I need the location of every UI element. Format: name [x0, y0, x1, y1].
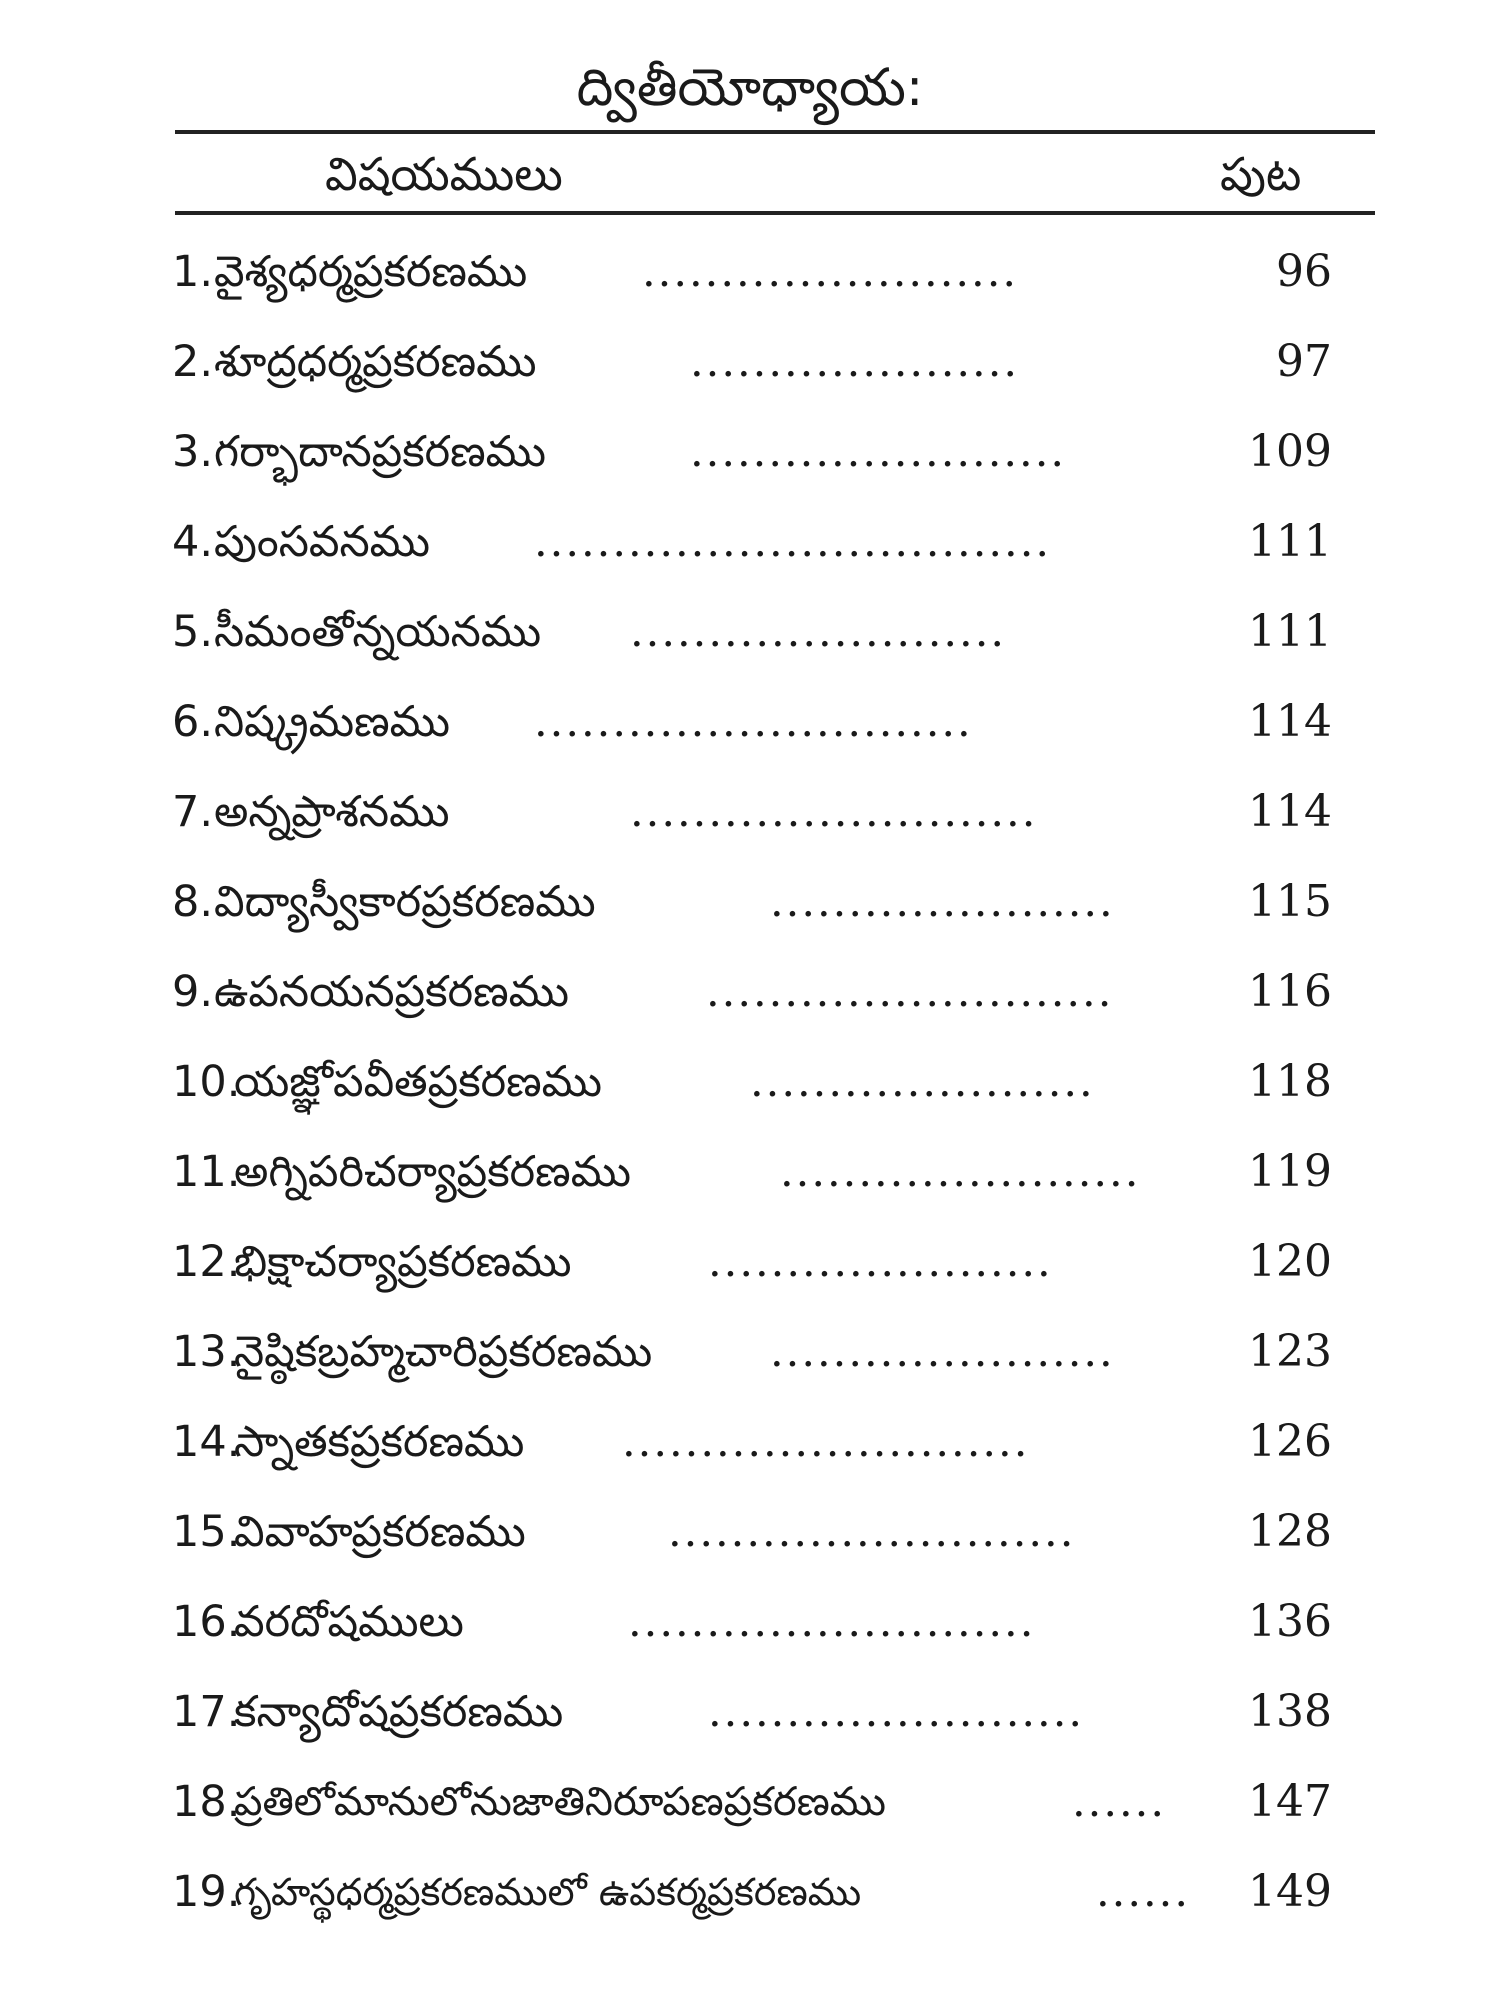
toc-row — [172, 1852, 1332, 1932]
entry-page-number: 138 — [1248, 1686, 1332, 1737]
entry-number: 16. — [172, 1597, 241, 1647]
entry-title: ఉపనయనప్రకరణము — [214, 967, 569, 1017]
leader-dots: .......................... — [630, 787, 1038, 837]
toc-row — [172, 1402, 1332, 1482]
entry-number: 15. — [172, 1507, 241, 1557]
column-header-page: పుట — [1220, 147, 1302, 201]
entry-title: శూద్రధర్మప్రకరణము — [214, 337, 537, 387]
leader-dots: ....................... — [780, 1147, 1141, 1197]
toc-row — [172, 862, 1332, 942]
leader-dots: ...... — [1096, 1867, 1191, 1917]
leader-dots: ........................ — [690, 427, 1067, 477]
toc-row — [172, 322, 1332, 402]
entry-title: నిష్క్రమణము — [214, 697, 450, 747]
leader-dots: .......................... — [706, 967, 1114, 1017]
entry-page-number: 114 — [1248, 696, 1332, 747]
column-header-topics: విషయములు — [325, 147, 563, 201]
entry-page-number: 111 — [1248, 516, 1332, 567]
entry-number: 5. — [172, 607, 214, 657]
entry-number: 19. — [172, 1867, 241, 1917]
entry-page-number: 116 — [1248, 966, 1332, 1017]
leader-dots: ...... — [1072, 1777, 1167, 1827]
leader-dots: ..................... — [690, 337, 1020, 387]
entry-page-number: 123 — [1248, 1326, 1332, 1377]
entry-title: విద్యాస్వీకారప్రకరణము — [214, 877, 596, 927]
entry-title: వైశ్యధర్మప్రకరణము — [214, 247, 528, 297]
leader-dots: .......................... — [628, 1597, 1036, 1647]
entry-page-number: 118 — [1248, 1056, 1332, 1107]
entry-page-number: 126 — [1248, 1416, 1332, 1467]
leader-dots: ...................... — [770, 1327, 1115, 1377]
leader-dots: ................................. — [534, 517, 1052, 567]
entry-page-number: 114 — [1248, 786, 1332, 837]
entry-title: కన్యాదోషప్రకరణము — [234, 1687, 564, 1737]
entry-number: 4. — [172, 517, 214, 567]
entry-number: 2. — [172, 337, 214, 387]
toc-row — [172, 1582, 1332, 1662]
entry-title: గర్భాదానప్రకరణము — [214, 427, 547, 477]
entry-title: సీమంతోన్నయనము — [214, 607, 542, 657]
leader-dots: ........................ — [708, 1687, 1085, 1737]
toc-row — [172, 952, 1332, 1032]
entry-page-number: 149 — [1248, 1866, 1332, 1917]
entry-title: ప్రతిలోమానులోనుజాతినిరూపణప్రకరణము — [234, 1779, 886, 1825]
leader-dots: ...................... — [770, 877, 1115, 927]
entry-title: అన్నప్రాశనము — [214, 787, 450, 837]
entry-number: 6. — [172, 697, 214, 747]
entry-title: స్నాతకప్రకరణము — [234, 1417, 525, 1467]
entry-number: 1. — [172, 247, 214, 297]
entry-title: నైష్ఠికబ్రహ్మచారిప్రకరణము — [234, 1327, 653, 1377]
entry-page-number: 109 — [1248, 426, 1332, 477]
chapter-heading: ద్వితీయోధ్యాయ: — [576, 58, 924, 118]
entry-number: 10. — [172, 1057, 241, 1107]
toc-row — [172, 682, 1332, 762]
toc-row — [172, 772, 1332, 852]
entry-page-number: 147 — [1248, 1776, 1332, 1827]
toc-row — [172, 1222, 1332, 1302]
toc-row — [172, 592, 1332, 672]
toc-row — [172, 1042, 1332, 1122]
leader-dots: ...................... — [708, 1237, 1053, 1287]
toc-row — [172, 1132, 1332, 1212]
leader-dots: ........................ — [642, 247, 1019, 297]
entry-title: వివాహప్రకరణము — [234, 1507, 526, 1557]
toc-row — [172, 1672, 1332, 1752]
entry-number: 13. — [172, 1327, 241, 1377]
entry-title: అగ్నిపరిచర్యాప్రకరణము — [234, 1147, 632, 1197]
entry-number: 11. — [172, 1147, 241, 1197]
leader-dots: ...................... — [750, 1057, 1095, 1107]
entry-title: వరదోషములు — [234, 1597, 464, 1647]
entry-number: 14. — [172, 1417, 241, 1467]
entry-number: 8. — [172, 877, 214, 927]
entry-title: భిక్షాచర్యాప్రకరణము — [234, 1237, 572, 1287]
leader-dots: ........................ — [630, 607, 1007, 657]
entry-number: 17. — [172, 1687, 241, 1737]
leader-dots: .......................... — [622, 1417, 1030, 1467]
entry-number: 3. — [172, 427, 214, 477]
leader-dots: ............................ — [534, 697, 973, 747]
entry-page-number: 119 — [1248, 1146, 1332, 1197]
toc-row — [172, 1312, 1332, 1392]
entry-page-number: 97 — [1276, 336, 1332, 387]
entry-title: యజ్ఞోపవీతప్రకరణము — [234, 1057, 603, 1107]
entry-page-number: 115 — [1248, 876, 1332, 927]
toc-row — [172, 232, 1332, 312]
toc-row — [172, 412, 1332, 492]
entry-number: 12. — [172, 1237, 241, 1287]
entry-title: గృహస్థధర్మప్రకరణములో ఉపకర్మప్రకరణము — [234, 1870, 862, 1914]
entry-page-number: 136 — [1248, 1596, 1332, 1647]
entry-page-number: 111 — [1248, 606, 1332, 657]
toc-row — [172, 502, 1332, 582]
toc-row — [172, 1492, 1332, 1572]
entry-number: 9. — [172, 967, 214, 1017]
entry-number: 18. — [172, 1777, 241, 1827]
entry-page-number: 128 — [1248, 1506, 1332, 1557]
entry-page-number: 120 — [1248, 1236, 1332, 1287]
leader-dots: .......................... — [668, 1507, 1076, 1557]
entry-page-number: 96 — [1276, 246, 1332, 297]
entry-number: 7. — [172, 787, 214, 837]
entry-title: పుంసవనము — [214, 517, 431, 567]
toc-row — [172, 1762, 1332, 1842]
